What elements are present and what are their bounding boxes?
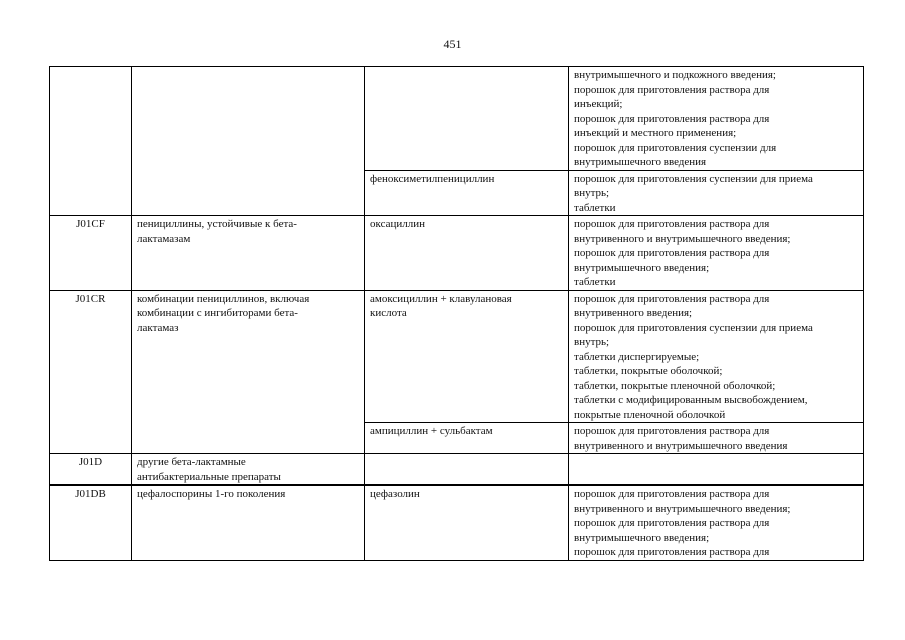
table-row (50, 170, 864, 216)
forms-cell (569, 423, 864, 454)
group-cell (132, 423, 365, 454)
form-line: порошок для приготовления раствора для (574, 292, 770, 305)
form-line: инъекций и местного применения; (574, 127, 737, 139)
form-line: порошок для приготовления раствора для (574, 218, 770, 230)
group-cell (132, 290, 365, 423)
atc-code-cell (50, 216, 132, 291)
form-line: порошок для приготовления раствора для (574, 517, 770, 529)
form-line: внутрь; (574, 187, 610, 199)
form-line: внутрь; (574, 336, 610, 348)
atc-code-cell (50, 67, 132, 171)
table-row (50, 67, 864, 171)
atc-code-cell (50, 454, 132, 486)
form-line: порошок для приготовления раствора для (574, 546, 770, 558)
form-line: таблетки диспергируемые; (574, 350, 700, 363)
drug-name: оксациллин (370, 218, 425, 230)
page-number: 451 (443, 37, 462, 51)
form-line: внутримышечного и подкожного введения; (574, 69, 776, 81)
drug-cell (365, 170, 569, 216)
forms-cell (569, 170, 864, 216)
form-line: внутримышечного введения (574, 156, 707, 168)
drug-name: амоксициллин + клавулановая (370, 292, 512, 305)
form-line: внутривенного и внутримышечного введения; (574, 232, 791, 245)
table-row (50, 485, 864, 560)
atc-code: J01D (78, 456, 103, 468)
group-cell (132, 67, 365, 171)
form-line: внутривенного и внутримышечного введения; (574, 502, 791, 515)
form-line: порошок для приготовления суспензии для (574, 141, 777, 154)
forms-cell (569, 454, 864, 486)
form-line: порошок для приготовления раствора для (574, 425, 770, 437)
group-name: цефалоспорины 1-го поколения (137, 488, 286, 500)
forms-cell (569, 216, 864, 291)
atc-code-cell (50, 290, 132, 423)
form-line: таблетки, покрытые пленочной оболочкой; (574, 379, 776, 392)
form-line: инъекций; (574, 98, 623, 110)
group-cell (132, 454, 365, 486)
form-line: таблетки (574, 201, 616, 214)
drug-classification-table (49, 66, 864, 561)
group-cell (132, 216, 365, 291)
form-line: порошок для приготовления раствора для (574, 112, 770, 125)
drug-name: цефазолин (370, 488, 420, 500)
group-name: лактамаз (137, 321, 179, 334)
drug-cell (365, 423, 569, 454)
group-name: комбинации с ингибиторами бета- (137, 307, 298, 319)
drug-name: кислота (370, 307, 407, 319)
atc-code: J01CF (76, 218, 105, 230)
group-name: комбинации пенициллинов, включая (137, 292, 310, 305)
form-line: порошок для приготовления суспензии для приема (574, 172, 813, 185)
atc-code-cell (50, 485, 132, 560)
form-line: покрытые пленочной оболочкой (574, 408, 726, 421)
form-line: порошок для приготовления раствора для (574, 488, 770, 500)
form-line: таблетки (574, 276, 616, 288)
atc-code: J01DB (75, 488, 106, 500)
group-cell (132, 170, 365, 216)
form-line: порошок для приготовления суспензии для приема (574, 321, 813, 334)
table-row (50, 454, 864, 486)
form-line: таблетки с модифицированным высвобождением, (574, 394, 808, 406)
form-line: таблетки, покрытые оболочкой; (574, 365, 723, 377)
form-line: порошок для приготовления раствора для (574, 83, 770, 96)
form-line: внутримышечного введения; (574, 261, 710, 274)
group-name: антибактериальные препараты (137, 470, 281, 483)
group-name: лактамазам (137, 232, 191, 245)
group-cell (132, 485, 365, 560)
group-name: другие бета-лактамные (137, 456, 246, 468)
table-row (50, 290, 864, 423)
atc-code-cell (50, 423, 132, 454)
drug-cell (365, 485, 569, 560)
forms-cell (569, 67, 864, 171)
atc-code-cell (50, 170, 132, 216)
forms-cell (569, 290, 864, 423)
drug-name: феноксиметилпенициллин (370, 172, 495, 185)
drug-cell (365, 67, 569, 171)
table-row (50, 423, 864, 454)
group-name: пенициллины, устойчивые к бета- (137, 218, 297, 230)
atc-code: J01CR (75, 292, 106, 305)
form-line: внутривенного и внутримышечного введения (574, 439, 788, 452)
form-line: внутривенного введения; (574, 307, 693, 319)
form-line: порошок для приготовления раствора для (574, 247, 770, 259)
drug-cell (365, 290, 569, 423)
drug-name: ампициллин + сульбактам (370, 425, 493, 437)
drug-cell (365, 216, 569, 291)
drug-cell (365, 454, 569, 486)
forms-cell (569, 485, 864, 560)
table-row (50, 216, 864, 291)
form-line: внутримышечного введения; (574, 531, 710, 544)
